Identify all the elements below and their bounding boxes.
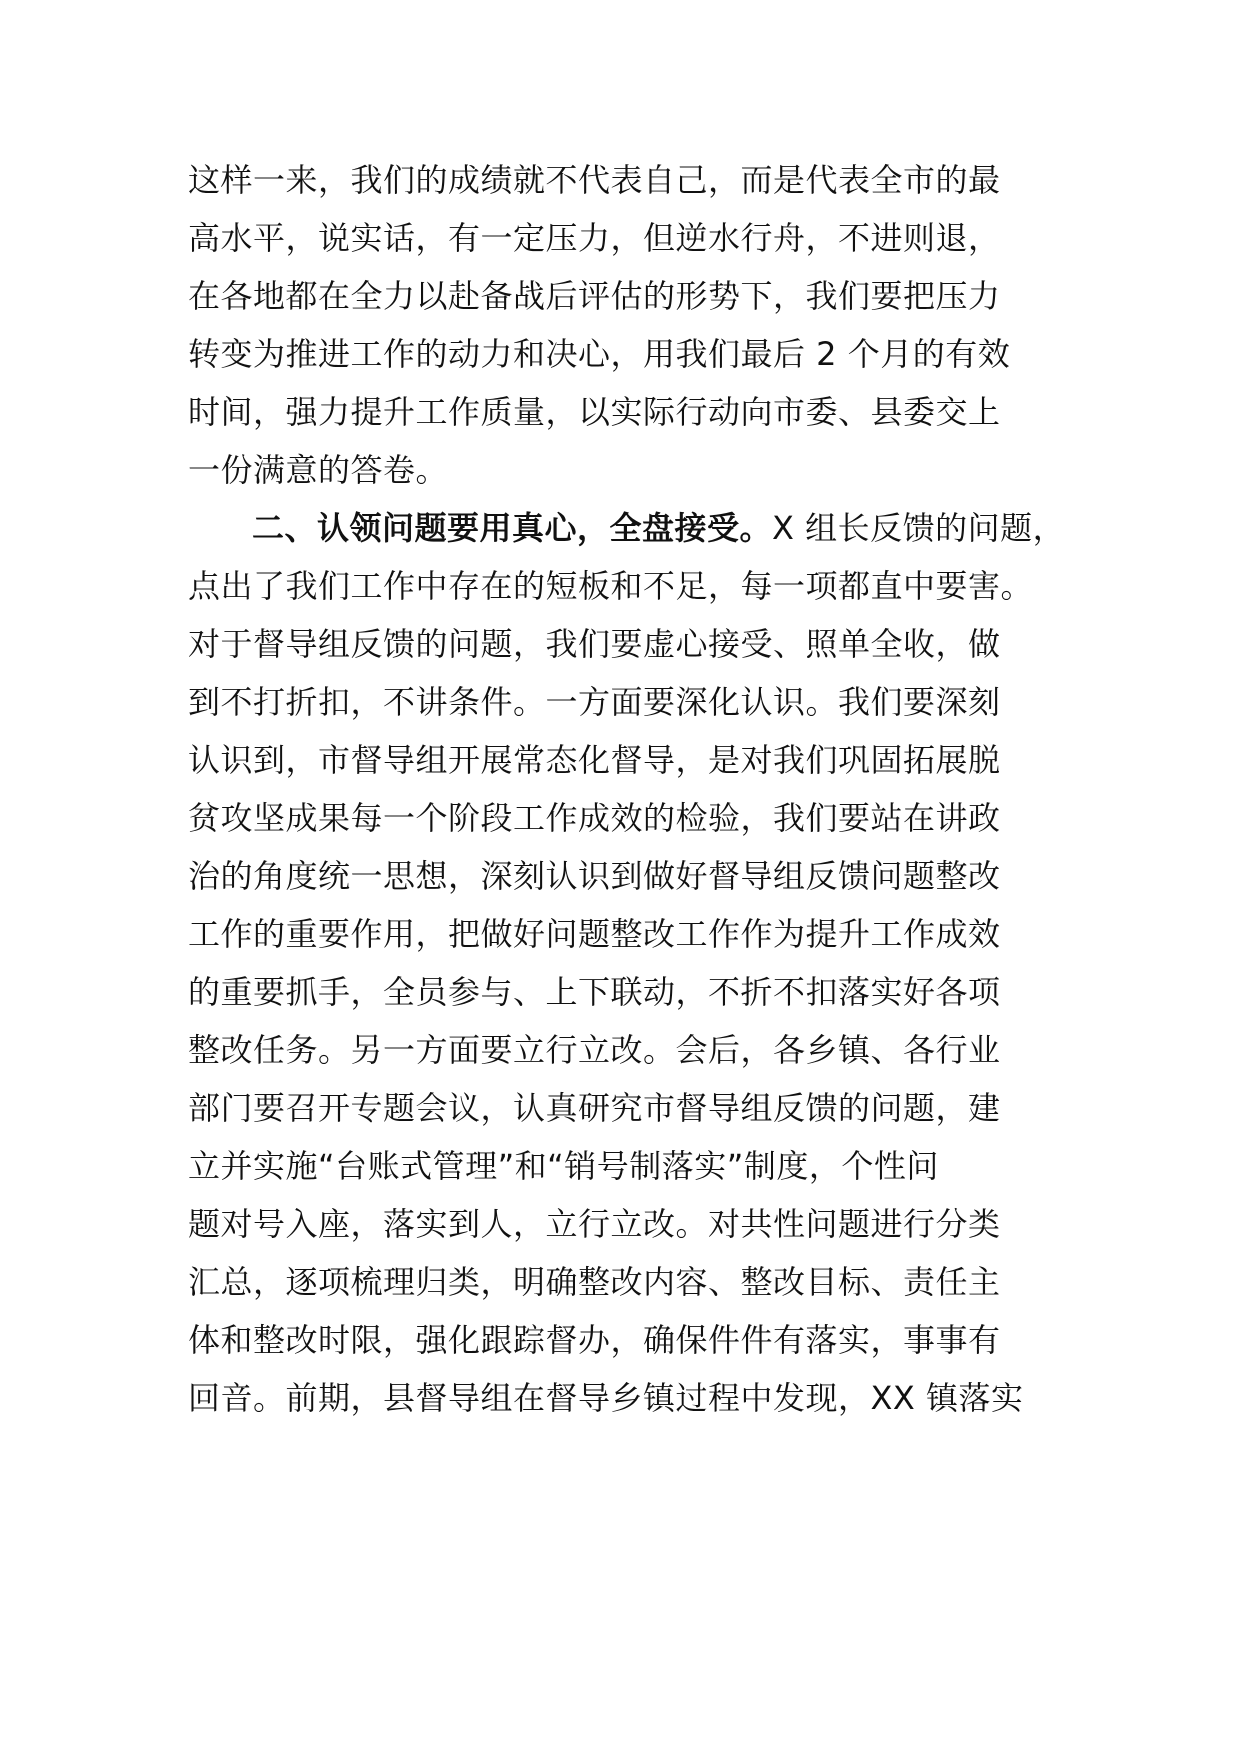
paragraph-line: 工作的重要作用，把做好问题整改工作作为提升工作成效 [188, 915, 1001, 953]
paragraph-line: 的重要抓手，全员参与、上下联动，不折不扣落实好各项 [188, 973, 1001, 1011]
section-heading-continuation: X 组长反馈的问题， [772, 509, 1066, 547]
paragraph-line: 整改任务。另一方面要立行立改。会后，各乡镇、各行业 [188, 1031, 1001, 1069]
paragraph-line: 立并实施“台账式管理”和“销号制落实”制度，个性问 [188, 1147, 939, 1185]
paragraph-line: 到不打折扣，不讲条件。一方面要深化认识。我们要深刻 [188, 683, 1001, 721]
paragraph-line: 题对号入座，落实到人，立行立改。对共性问题进行分类 [188, 1205, 1001, 1243]
section-heading: 二、认领问题要用真心，全盘接受。 [252, 509, 773, 547]
paragraph-line: 这样一来，我们的成绩就不代表自己，而是代表全市的最 [188, 161, 1001, 199]
paragraph-line: 点出了我们工作中存在的短板和不足，每一项都直中要害。 [188, 567, 1034, 605]
paragraph-line: 高水平，说实话，有一定压力，但逆水行舟，不进则退， [188, 219, 1001, 257]
paragraph-line: 在各地都在全力以赴备战后评估的形势下，我们要把压力 [188, 277, 1001, 315]
paragraph-line: 部门要召开专题会议，认真研究市督导组反馈的问题，建 [188, 1089, 1001, 1127]
paragraph-line: 治的角度统一思想，深刻认识到做好督导组反馈问题整改 [188, 857, 1001, 895]
paragraph-line: 时间，强力提升工作质量，以实际行动向市委、县委交上 [188, 393, 1001, 431]
paragraph-line: 回音。前期，县督导组在督导乡镇过程中发现，XX 镇落实 [188, 1379, 1024, 1417]
paragraph-line: 贫攻坚成果每一个阶段工作成效的检验，我们要站在讲政 [188, 799, 1001, 837]
paragraph-line: 对于督导组反馈的问题，我们要虚心接受、照单全收，做 [188, 625, 1001, 663]
paragraph-line: 一份满意的答卷。 [188, 451, 449, 489]
paragraph-line: 认识到，市督导组开展常态化督导，是对我们巩固拓展脱 [188, 741, 1001, 779]
paragraph-line: 转变为推进工作的动力和决心，用我们最后 2 个月的有效 [188, 335, 1011, 373]
section-heading-line [252, 508, 1065, 548]
paragraph-line: 体和整改时限，强化跟踪督办，确保件件有落实，事事有 [188, 1321, 1001, 1359]
paragraph-line: 汇总，逐项梳理归类，明确整改内容、整改目标、责任主 [188, 1263, 1001, 1301]
